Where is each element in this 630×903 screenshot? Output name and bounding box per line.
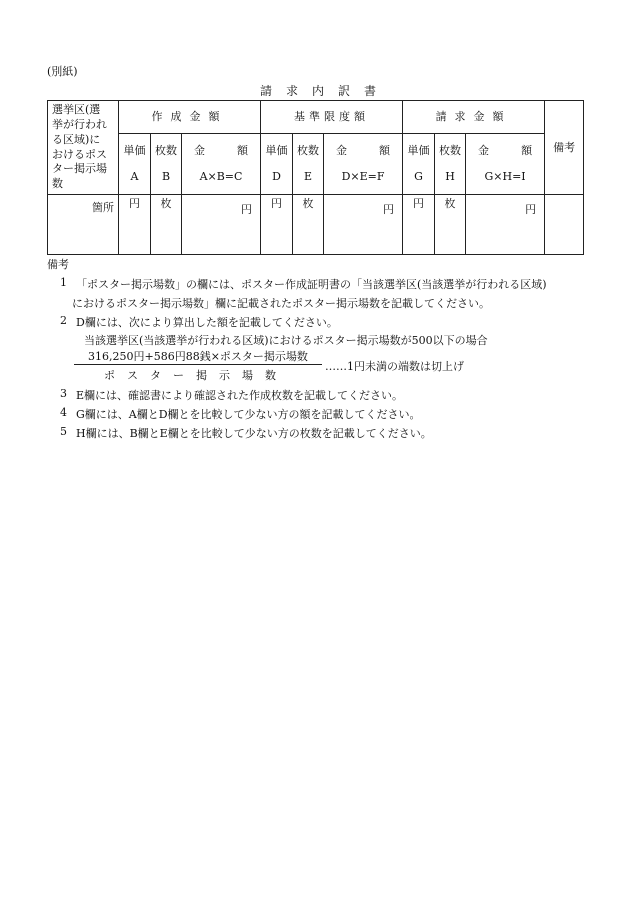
amount-f-value: 円 [324, 195, 403, 255]
amount-c-value: 円 [182, 195, 261, 255]
note-2-line-1: D欄には、次により算出した額を記載してください。 [76, 316, 338, 329]
formula-rounding-note: ……1円未満の端数は切上げ [325, 360, 464, 373]
claim-breakdown-table [47, 100, 584, 255]
note-3-number: 3 [60, 387, 67, 400]
note-5-text: H欄には、B欄とE欄とを比較して少ない方の枚数を記載してください。 [76, 427, 432, 440]
amount-i-cell: 金 額 G×H=I [466, 133, 545, 194]
production-amount-header: 作成金額 [119, 101, 261, 134]
count-h-cell: 枚数 H [435, 133, 466, 194]
remarks-header: 備考 [545, 101, 584, 195]
note-2-number: 2 [60, 314, 67, 327]
attachment-label: (別紙) [47, 65, 78, 78]
note-4-number: 4 [60, 406, 67, 419]
claim-amount-header: 請求金額 [403, 101, 545, 134]
note-1-line-2: におけるポスター掲示場数」欄に記載されたポスター掲示場数を記載してください。 [72, 297, 490, 310]
document-title: 請求内訳書 [259, 84, 390, 98]
count-e-value: 枚 [293, 195, 324, 255]
poster-site-count-header: 選挙区(選 挙が行われ る区域)に おけるポス ター掲示場 数 [48, 101, 119, 195]
count-b-cell: 枚数 B [151, 133, 182, 194]
amount-c-cell: 金 額 A×B=C [182, 133, 261, 194]
standard-limit-header: 基準限度額 [261, 101, 403, 134]
unit-price-g-cell: 単価 G [403, 133, 435, 194]
unit-price-d-cell: 単価 D [261, 133, 293, 194]
unit-price-g-value: 円 [403, 195, 435, 255]
formula-fraction-bar [74, 364, 322, 365]
note-4-text: G欄には、A欄とD欄とを比較して少ない方の額を記載してください。 [76, 408, 421, 421]
note-1-number: 1 [60, 276, 67, 289]
amount-i-value: 円 [466, 195, 545, 255]
note-2-line-2: 当該選挙区(当該選挙が行われる区域)におけるポスター掲示場数が500以下の場合 [84, 334, 488, 347]
unit-price-a-value: 円 [119, 195, 151, 255]
formula-denominator: ポスター掲示場数 [104, 369, 288, 382]
count-e-cell: 枚数 E [293, 133, 324, 194]
unit-price-a-cell: 単価 A [119, 133, 151, 194]
note-5-number: 5 [60, 425, 67, 438]
remarks-value [545, 195, 584, 255]
unit-price-d-value: 円 [261, 195, 293, 255]
note-1-line-1: 「ポスター掲示場数」の欄には、ポスター作成証明書の「当該選挙区(当該選挙が行われる区域) [76, 278, 547, 291]
amount-f-cell: 金 額 D×E=F [324, 133, 403, 194]
count-h-value: 枚 [435, 195, 466, 255]
places-cell: 箇所 [48, 195, 119, 255]
note-3-text: E欄には、確認書により確認された作成枚数を記載してください。 [76, 389, 404, 402]
notes-heading: 備考 [47, 258, 69, 271]
count-b-value: 枚 [151, 195, 182, 255]
formula-numerator: 316,250円+586円88銭×ポスター掲示場数 [88, 350, 308, 363]
